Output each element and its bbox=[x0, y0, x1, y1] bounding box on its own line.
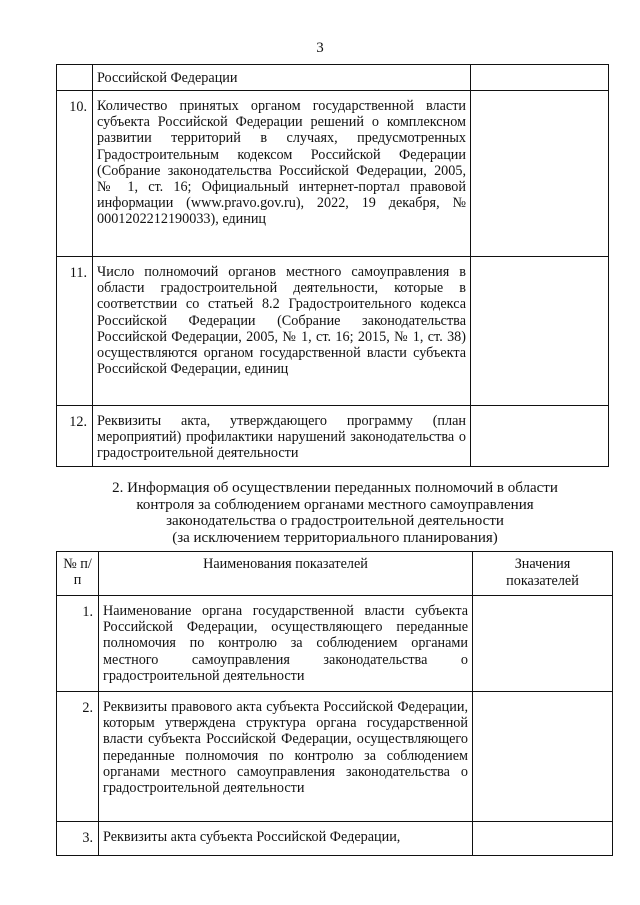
row-text: Реквизиты акта субъекта Российской Федерации, bbox=[99, 822, 473, 856]
row-value bbox=[471, 65, 609, 91]
row-number: 10. bbox=[57, 91, 93, 257]
section-heading-line: (за исключением территориального планирования) bbox=[172, 529, 498, 546]
row-value bbox=[473, 692, 613, 822]
row-text: Число полномочий органов местного самоуправления в области градостроительной деятельности, которые в соответствии со статьей 8.2 Градостроительного кодекса Российской Федерации (Собрание законодательства Российской Федерации, 2005, № 1, ст. 16; 2015, № 1, ст. 38) осуществляются органом государственной власти субъекта Российской Федерации, единиц bbox=[93, 257, 471, 406]
row-number: 11. bbox=[57, 257, 93, 406]
row-number: 12. bbox=[57, 406, 93, 467]
row-text: Реквизиты правового акта субъекта Российской Федерации, которым утверждена структура органа государственной власти субъекта Российской Федерации, осуществляющего переданные полномочия по контролю за соблюдением органами местного самоуправления законодательства о градостроительной деятельности bbox=[99, 692, 473, 822]
row-number: 3. bbox=[57, 822, 99, 856]
table-row bbox=[57, 822, 613, 856]
row-text: Реквизиты акта, утверждающего программу (план мероприятий) профилактики нарушений законодательства о градостроительной деятельности bbox=[93, 406, 471, 467]
section-heading bbox=[80, 480, 590, 546]
row-text: Российской Федерации bbox=[93, 65, 471, 91]
row-value bbox=[471, 91, 609, 257]
control-indicators-table bbox=[56, 551, 613, 856]
row-text: Наименование органа государственной власти субъекта Российской Федерации, осуществляющего переданные полномочия по контролю за соблюдением органами местного самоуправления законодательства о градостроительной деятельности bbox=[99, 596, 473, 692]
row-value bbox=[473, 822, 613, 856]
row-value bbox=[471, 257, 609, 406]
page-number: 3 bbox=[316, 40, 324, 56]
row-number bbox=[57, 65, 93, 91]
table-row bbox=[57, 692, 613, 822]
row-number: 2. bbox=[57, 692, 99, 822]
row-number: 1. bbox=[57, 596, 99, 692]
table-row bbox=[57, 406, 609, 467]
table-row bbox=[57, 65, 609, 91]
indicators-table-continued bbox=[56, 64, 609, 467]
row-text: Количество принятых органом государственной власти субъекта Российской Федерации решений о комплексном развитии территорий в случаях, предусмотренных Градостроительным кодексом Российской Федерации (Собрание законодательства Российской Федерации, 2005, № 1, ст. 16; Официальный интернет-портал правовой информации (www.pravo.gov.ru), 2022, 19 декабря, № 0001202212190033), единиц bbox=[93, 91, 471, 257]
header-value: Значения показателей bbox=[473, 552, 613, 596]
header-number: № п/п bbox=[57, 552, 99, 596]
table-row bbox=[57, 257, 609, 406]
section-heading-line: 2. Информация об осуществлении переданных полномочий в области bbox=[112, 480, 558, 496]
table-header-row bbox=[57, 552, 613, 596]
row-value bbox=[473, 596, 613, 692]
section-heading-line: законодательства о градостроительной деятельности bbox=[166, 513, 504, 530]
table-row bbox=[57, 596, 613, 692]
header-name: Наименования показателей bbox=[99, 552, 473, 596]
row-value bbox=[471, 406, 609, 467]
section-heading-line: контроля за соблюдением органами местного самоуправления bbox=[136, 496, 534, 513]
table-row bbox=[57, 91, 609, 257]
